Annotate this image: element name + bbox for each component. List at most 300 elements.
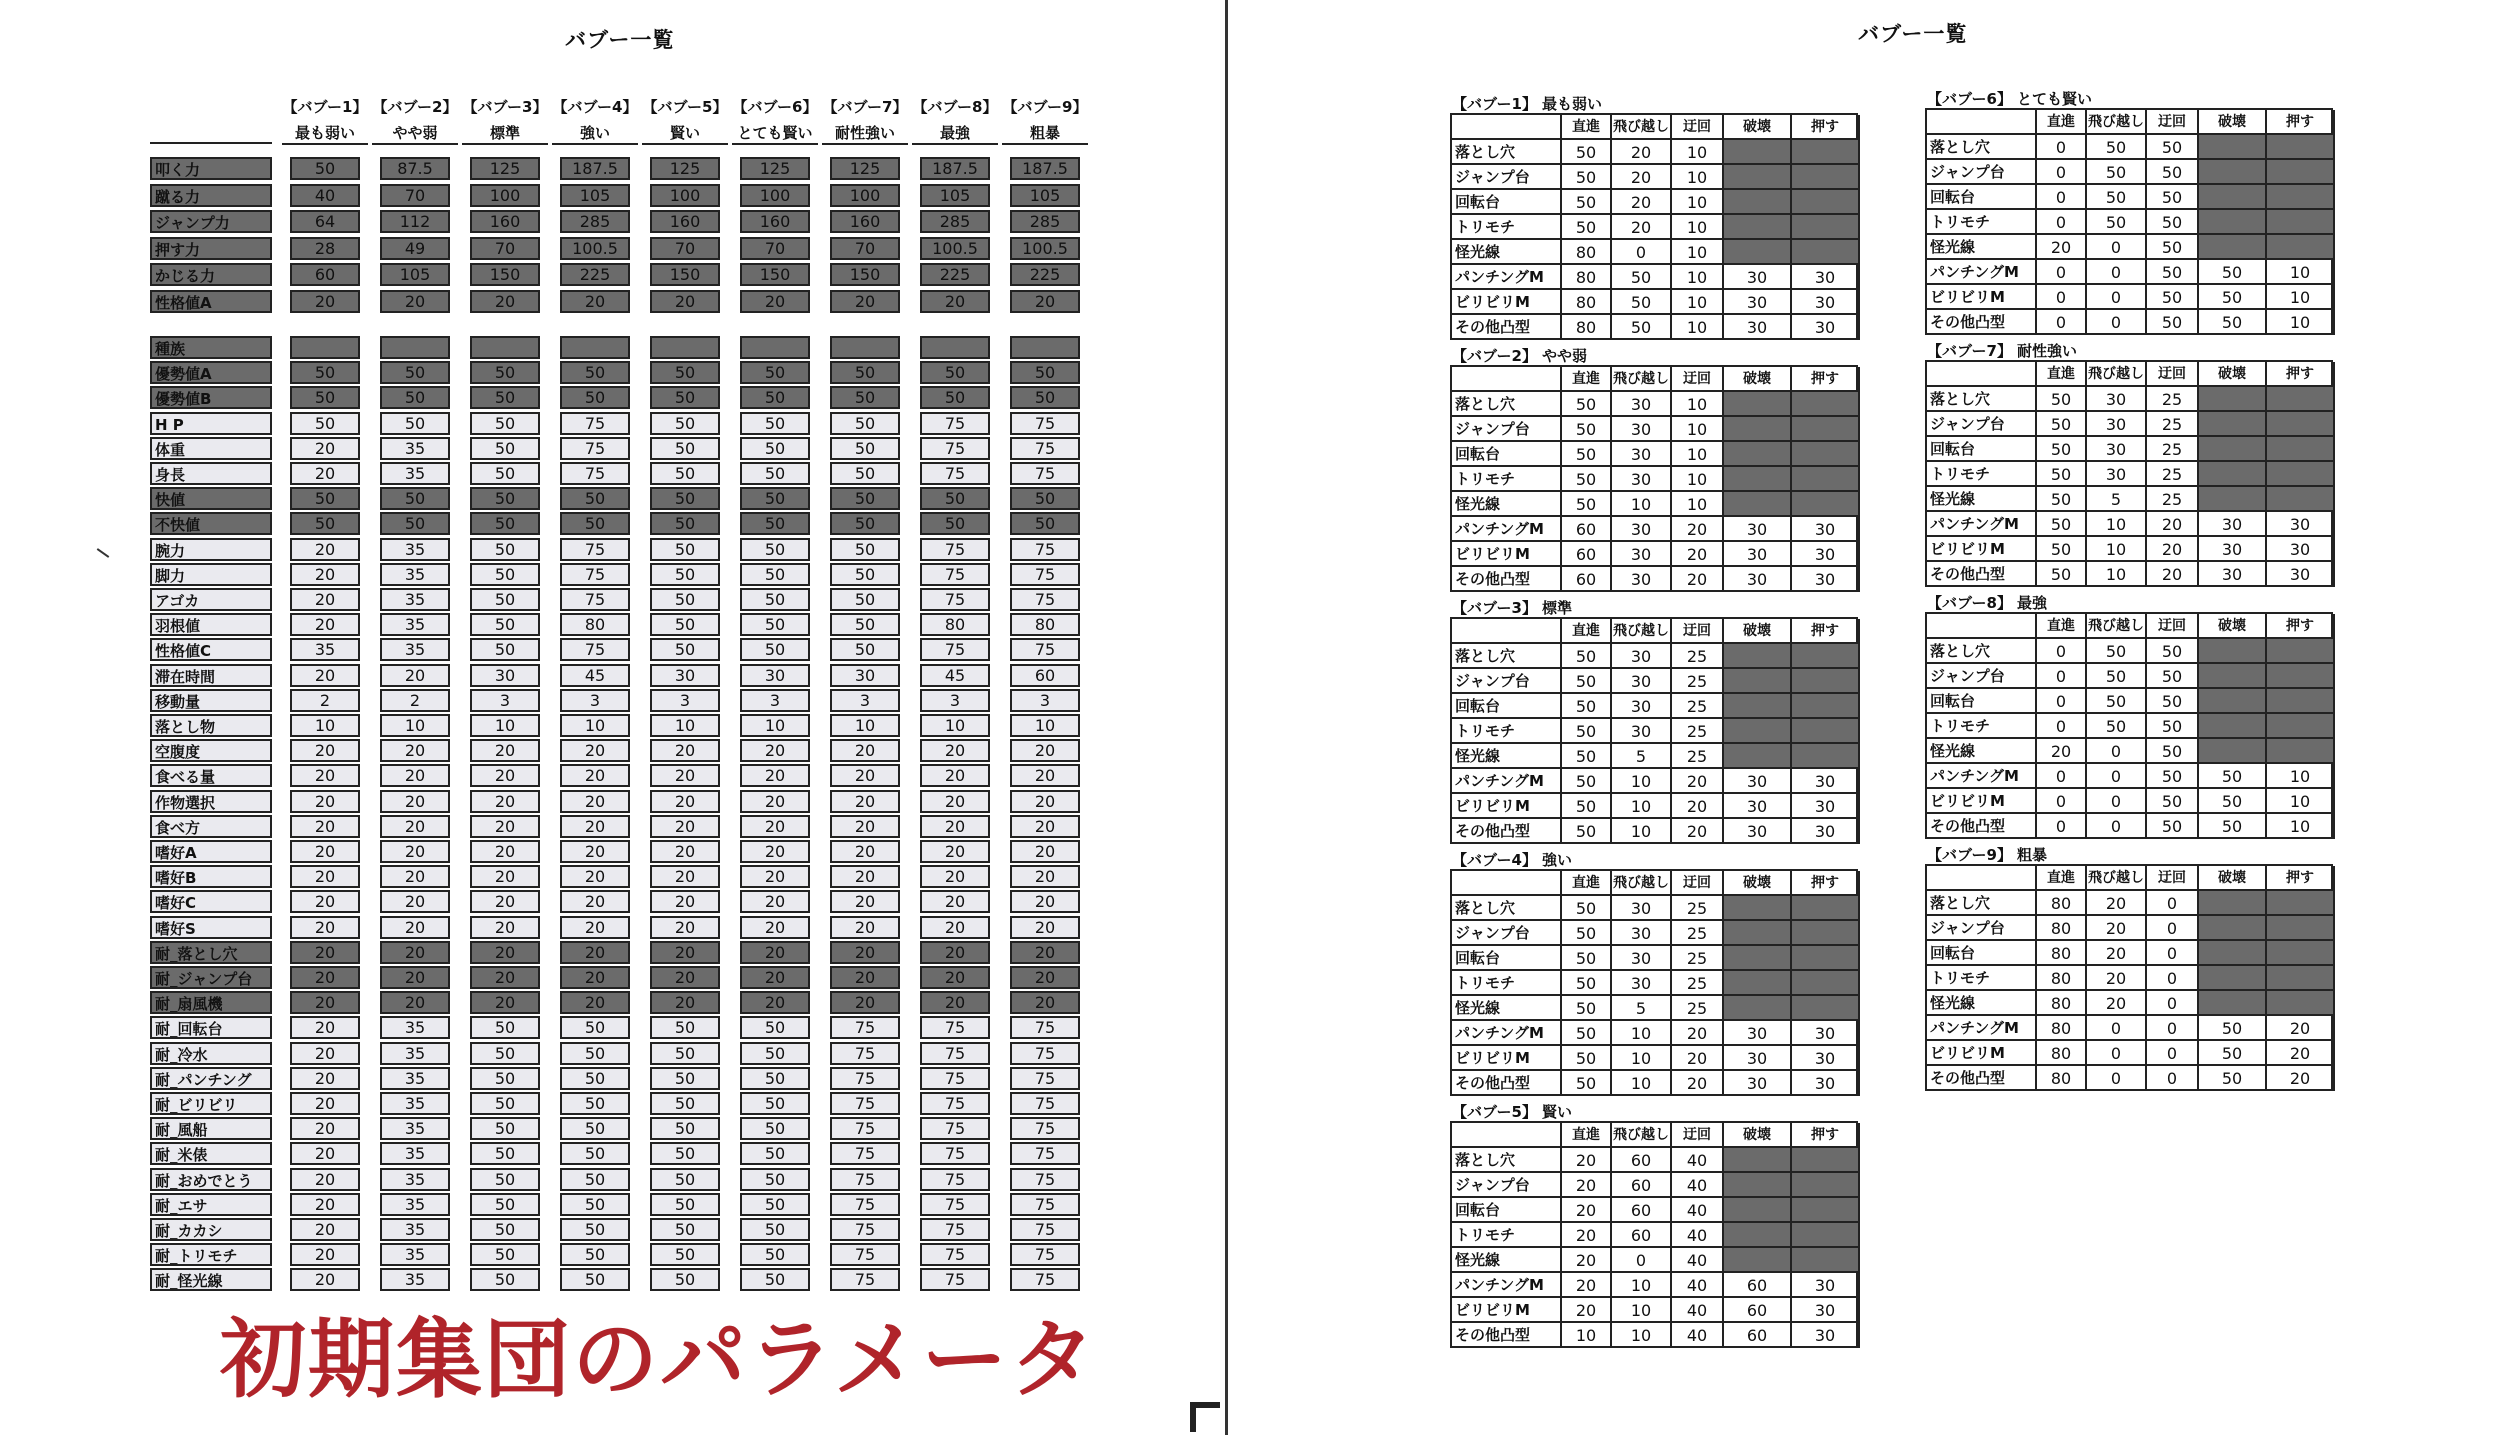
row-label: 腕力 xyxy=(150,538,272,561)
table-cell: 50 xyxy=(1562,669,1612,694)
table-cell: 20 xyxy=(1010,991,1080,1014)
header-blank xyxy=(1452,115,1562,140)
table-cell: 0 xyxy=(2037,260,2087,285)
table-cell: 20 xyxy=(740,290,810,313)
table-cell: 50 xyxy=(740,1168,810,1191)
table-cell: 50 xyxy=(650,1218,720,1241)
table-cell: 50 xyxy=(650,412,720,435)
corner-mark xyxy=(1190,1402,1220,1432)
table-cell: 30 xyxy=(650,664,720,687)
row-label: ビリビリM xyxy=(1452,794,1562,819)
table-cell: 0 xyxy=(2147,941,2199,966)
table-cell: 20 xyxy=(1010,790,1080,813)
table-cell xyxy=(2267,135,2335,160)
row-label: 落とし穴 xyxy=(1452,392,1562,417)
table-cell xyxy=(2267,966,2335,991)
table-cell: 50 xyxy=(1562,794,1612,819)
table-cell: 0 xyxy=(2037,185,2087,210)
row-label: 空腹度 xyxy=(150,739,272,762)
column-header: 押す xyxy=(2267,614,2335,639)
row-label: 嗜好B xyxy=(150,865,272,888)
table-cell: 35 xyxy=(380,1117,450,1140)
table-cell: 75 xyxy=(920,563,990,586)
column-header: 直進 xyxy=(2037,866,2087,891)
table-cell: 80 xyxy=(2037,991,2087,1016)
table-cell xyxy=(2267,916,2335,941)
row-label: 耐_パンチング xyxy=(150,1067,272,1090)
row-label: 滞在時間 xyxy=(150,664,272,687)
row-label: H P xyxy=(150,412,272,435)
row-label: ビリビリM xyxy=(1927,1041,2037,1066)
table-cell: 20 xyxy=(380,739,450,762)
table-cell: 10 xyxy=(1612,1273,1672,1298)
table-cell: 20 xyxy=(2267,1041,2335,1066)
table-cell: 20 xyxy=(1010,840,1080,863)
table-cell: 50 xyxy=(830,613,900,636)
header-blank xyxy=(1927,362,2037,387)
row-label: その他凸型 xyxy=(1452,1323,1562,1348)
table-cell: 50 xyxy=(740,563,810,586)
table-cell: 50 xyxy=(470,1042,540,1065)
table-cell: 40 xyxy=(1672,1248,1724,1273)
table-cell: 50 xyxy=(470,361,540,384)
column-header: 飛び越し xyxy=(1612,619,1672,644)
table-cell: 20 xyxy=(1010,865,1080,888)
table-cell: 50 xyxy=(2037,412,2087,437)
table-cell: 0 xyxy=(2037,789,2087,814)
table-cell: 35 xyxy=(380,563,450,586)
table-cell: 20 xyxy=(290,1243,360,1266)
table-cell: 20 xyxy=(740,815,810,838)
table-cell: 100.5 xyxy=(1010,237,1080,260)
table-cell: 50 xyxy=(740,588,810,611)
table-cell: 40 xyxy=(290,184,360,207)
table-cell: 50 xyxy=(2147,789,2199,814)
column-header: 押す xyxy=(2267,866,2335,891)
column-code: 【バブー6】 xyxy=(732,98,818,116)
table-cell: 75 xyxy=(920,1042,990,1065)
table-cell: 30 xyxy=(1612,896,1672,921)
table-cell: 30 xyxy=(1792,517,1860,542)
table-cell: 50 xyxy=(560,1042,630,1065)
row-label: 脚力 xyxy=(150,563,272,586)
table-cell: 30 xyxy=(1792,265,1860,290)
table-cell: 20 xyxy=(1562,1273,1612,1298)
table-cell: 50 xyxy=(650,1193,720,1216)
column-header: 破壊 xyxy=(1724,1123,1792,1148)
table-cell: 50 xyxy=(470,1243,540,1266)
table-cell: 0 xyxy=(2087,235,2147,260)
table-cell: 30 xyxy=(1612,567,1672,592)
table-cell: 30 xyxy=(1792,1323,1860,1348)
row-label: ビリビリM xyxy=(1927,285,2037,310)
table-cell: 30 xyxy=(1724,1071,1792,1096)
row-label: パンチングM xyxy=(1452,265,1562,290)
row-label: 回転台 xyxy=(1452,946,1562,971)
table-cell xyxy=(1792,946,1860,971)
table-cell: 20 xyxy=(560,991,630,1014)
behavior-table xyxy=(1925,864,2333,1091)
table-cell xyxy=(1724,744,1792,769)
table-cell: 50 xyxy=(1562,769,1612,794)
column-header: 押す xyxy=(1792,1123,1860,1148)
table-cell: 20 xyxy=(380,815,450,838)
table-cell: 20 xyxy=(560,865,630,888)
table-cell: 75 xyxy=(920,462,990,485)
table-cell: 50 xyxy=(2087,135,2147,160)
table-cell: 50 xyxy=(650,1168,720,1191)
column-header: 直進 xyxy=(2037,110,2087,135)
table-cell: 45 xyxy=(560,664,630,687)
column-code: 【バブー2】 xyxy=(372,98,458,116)
table-cell: 100 xyxy=(740,184,810,207)
table-cell: 20 xyxy=(290,1142,360,1165)
table-cell: 20 xyxy=(290,764,360,787)
table-cell: 10 xyxy=(1672,417,1724,442)
table-cell: 20 xyxy=(290,538,360,561)
row-label: 嗜好A xyxy=(150,840,272,863)
row-label: その他凸型 xyxy=(1452,567,1562,592)
table-cell: 20 xyxy=(650,966,720,989)
table-cell: 100 xyxy=(470,184,540,207)
table-cell: 30 xyxy=(2199,512,2267,537)
table-cell: 50 xyxy=(1010,361,1080,384)
table-cell: 20 xyxy=(650,941,720,964)
table-cell xyxy=(1792,140,1860,165)
table-cell: 20 xyxy=(2087,966,2147,991)
table-cell: 20 xyxy=(1672,542,1724,567)
table-cell: 50 xyxy=(830,386,900,409)
table-cell: 20 xyxy=(1010,290,1080,313)
table-cell: 150 xyxy=(740,263,810,286)
table-cell: 10 xyxy=(2267,814,2335,839)
table-cell: 20 xyxy=(560,739,630,762)
table-cell: 10 xyxy=(2087,537,2147,562)
row-label: 落とし穴 xyxy=(1927,135,2037,160)
table-cell: 50 xyxy=(560,1268,630,1291)
table-cell: 20 xyxy=(290,815,360,838)
row-label: 落とし穴 xyxy=(1452,1148,1562,1173)
table-cell: 50 xyxy=(1562,190,1612,215)
table-cell: 50 xyxy=(830,361,900,384)
table-cell: 30 xyxy=(1612,517,1672,542)
table-cell: 20 xyxy=(290,1067,360,1090)
table-cell: 20 xyxy=(290,739,360,762)
column-code: 【バブー4】 xyxy=(552,98,638,116)
table-code: 【バブー2】 xyxy=(1452,347,1537,365)
table-cell: 30 xyxy=(1724,567,1792,592)
table-cell: 20 xyxy=(470,815,540,838)
table-cell: 75 xyxy=(830,1268,900,1291)
table-cell xyxy=(650,336,720,359)
row-label: パンチングM xyxy=(1927,512,2037,537)
table-cell: 50 xyxy=(560,1117,630,1140)
table-cell: 50 xyxy=(2037,537,2087,562)
table-cell: 10 xyxy=(1672,290,1724,315)
table-cell: 30 xyxy=(1612,644,1672,669)
table-cell: 25 xyxy=(1672,996,1724,1021)
table-cell xyxy=(2267,412,2335,437)
table-cell: 20 xyxy=(1010,739,1080,762)
table-cell: 50 xyxy=(1562,165,1612,190)
table-cell: 35 xyxy=(380,538,450,561)
row-label: 嗜好C xyxy=(150,890,272,913)
table-cell: 75 xyxy=(1010,437,1080,460)
table-cell xyxy=(1792,190,1860,215)
table-cell: 20 xyxy=(830,966,900,989)
table-cell: 50 xyxy=(740,361,810,384)
table-cell: 20 xyxy=(650,739,720,762)
row-label: ビリビリM xyxy=(1452,542,1562,567)
table-cell: 50 xyxy=(2037,487,2087,512)
table-code: 【バブー5】 xyxy=(1452,1103,1537,1121)
table-cell: 50 xyxy=(650,613,720,636)
row-label: 怪光線 xyxy=(1927,235,2037,260)
table-cell: 28 xyxy=(290,237,360,260)
table-cell: 105 xyxy=(560,184,630,207)
table-cell: 20 xyxy=(560,890,630,913)
table-cell: 20 xyxy=(830,764,900,787)
column-header: 迂回 xyxy=(2147,614,2199,639)
table-cell: 60 xyxy=(1612,1173,1672,1198)
table-cell: 20 xyxy=(1612,190,1672,215)
table-cell xyxy=(1724,669,1792,694)
column-header: 迂回 xyxy=(1672,367,1724,392)
row-label: ジャンプ台 xyxy=(1927,664,2037,689)
table-cell: 20 xyxy=(1612,140,1672,165)
table-cell: 60 xyxy=(1612,1148,1672,1173)
table-cell: 50 xyxy=(2037,387,2087,412)
table-cell: 0 xyxy=(2147,891,2199,916)
table-cell: 20 xyxy=(1672,517,1724,542)
table-cell: 20 xyxy=(380,991,450,1014)
table-cell: 35 xyxy=(380,1092,450,1115)
table-cell: 0 xyxy=(2037,714,2087,739)
table-cell xyxy=(1724,417,1792,442)
table-cell xyxy=(1792,669,1860,694)
column-header: 迂回 xyxy=(2147,866,2199,891)
table-cell: 20 xyxy=(830,840,900,863)
table-cell: 30 xyxy=(1612,417,1672,442)
table-cell: 20 xyxy=(290,437,360,460)
table-cell: 0 xyxy=(2147,916,2199,941)
table-cell: 50 xyxy=(2087,210,2147,235)
table-cell: 20 xyxy=(1562,1148,1612,1173)
row-label: 怪光線 xyxy=(1452,240,1562,265)
table-cell: 0 xyxy=(2147,1016,2199,1041)
table-cell: 30 xyxy=(1792,290,1860,315)
table-code: 【バブー9】 xyxy=(1927,846,2012,864)
table-cell: 3 xyxy=(470,689,540,712)
table-cell: 20 xyxy=(1010,966,1080,989)
table-cell: 50 xyxy=(740,1016,810,1039)
table-cell: 20 xyxy=(740,941,810,964)
table-cell: 20 xyxy=(290,1016,360,1039)
table-cell: 20 xyxy=(830,991,900,1014)
table-cell: 20 xyxy=(290,840,360,863)
table-cell: 20 xyxy=(830,865,900,888)
table-cell: 50 xyxy=(470,1142,540,1165)
table-cell: 50 xyxy=(650,386,720,409)
table-cell: 30 xyxy=(1612,442,1672,467)
row-label: ジャンプ台 xyxy=(1927,160,2037,185)
table-cell xyxy=(2199,160,2267,185)
row-label: トリモチ xyxy=(1927,210,2037,235)
row-label: 嗜好S xyxy=(150,916,272,939)
table-cell: 25 xyxy=(1672,946,1724,971)
table-cell: 80 xyxy=(2037,916,2087,941)
table-cell: 25 xyxy=(1672,921,1724,946)
table-cell: 35 xyxy=(380,1067,450,1090)
table-cell xyxy=(2199,714,2267,739)
row-label: 怪光線 xyxy=(1452,744,1562,769)
table-cell: 50 xyxy=(470,538,540,561)
row-label: 落とし穴 xyxy=(1927,387,2037,412)
table-cell: 50 xyxy=(2147,210,2199,235)
table-cell: 35 xyxy=(380,462,450,485)
table-cell: 50 xyxy=(2147,285,2199,310)
table-cell: 0 xyxy=(2147,1041,2199,1066)
row-label: トリモチ xyxy=(1452,215,1562,240)
column-header: 直進 xyxy=(1562,1123,1612,1148)
column-header: 破壊 xyxy=(1724,871,1792,896)
row-label: 優勢値B xyxy=(150,386,272,409)
table-cell: 50 xyxy=(380,412,450,435)
behavior-table xyxy=(1925,612,2333,839)
row-label: ビリビリM xyxy=(1452,1298,1562,1323)
table-cell xyxy=(2267,185,2335,210)
table-cell: 0 xyxy=(2087,285,2147,310)
table-cell: 60 xyxy=(1724,1273,1792,1298)
column-header: 押す xyxy=(1792,115,1860,140)
table-cell: 50 xyxy=(1562,467,1612,492)
table-cell: 20 xyxy=(2087,891,2147,916)
table-cell: 60 xyxy=(1562,542,1612,567)
table-cell xyxy=(2199,991,2267,1016)
table-cell: 50 xyxy=(1562,140,1612,165)
table-cell: 35 xyxy=(380,638,450,661)
table-cell: 50 xyxy=(2199,260,2267,285)
row-label: 回転台 xyxy=(1927,689,2037,714)
table-cell: 25 xyxy=(2147,462,2199,487)
table-name: 最も弱い xyxy=(1542,95,1603,113)
table-cell: 50 xyxy=(920,487,990,510)
table-cell: 25 xyxy=(2147,487,2199,512)
table-cell: 50 xyxy=(1562,417,1612,442)
table-cell: 30 xyxy=(1724,542,1792,567)
table-cell: 20 xyxy=(650,764,720,787)
table-cell: 35 xyxy=(380,1042,450,1065)
table-cell: 20 xyxy=(470,840,540,863)
table-cell: 30 xyxy=(1612,542,1672,567)
table-cell: 50 xyxy=(2199,1016,2267,1041)
table-cell: 50 xyxy=(380,512,450,535)
table-cell: 40 xyxy=(1672,1223,1724,1248)
column-header: 直進 xyxy=(1562,115,1612,140)
column-header: 飛び越し xyxy=(2087,110,2147,135)
row-label: 体重 xyxy=(150,437,272,460)
table-cell: 50 xyxy=(290,487,360,510)
table-cell xyxy=(1724,694,1792,719)
table-cell xyxy=(1792,165,1860,190)
table-cell: 20 xyxy=(2087,941,2147,966)
table-cell: 30 xyxy=(1792,542,1860,567)
table-cell: 75 xyxy=(1010,1016,1080,1039)
table-cell: 30 xyxy=(1612,946,1672,971)
table-cell: 10 xyxy=(1612,794,1672,819)
table-cell: 10 xyxy=(380,714,450,737)
behavior-table xyxy=(1925,360,2333,587)
column-code: 【バブー7】 xyxy=(822,98,908,116)
table-cell: 20 xyxy=(830,890,900,913)
row-label: 落とし物 xyxy=(150,714,272,737)
table-cell xyxy=(1724,1148,1792,1173)
table-cell: 75 xyxy=(1010,1193,1080,1216)
table-cell: 20 xyxy=(1562,1173,1612,1198)
table-cell: 100 xyxy=(650,184,720,207)
table-cell: 50 xyxy=(560,1092,630,1115)
table-cell: 0 xyxy=(2037,689,2087,714)
row-label: ビリビリM xyxy=(1452,1046,1562,1071)
table-cell: 35 xyxy=(380,588,450,611)
table-cell: 3 xyxy=(830,689,900,712)
table-cell: 20 xyxy=(830,790,900,813)
table-cell: 20 xyxy=(650,890,720,913)
table-cell: 50 xyxy=(740,1092,810,1115)
table-cell: 50 xyxy=(470,487,540,510)
column-header: 飛び越し xyxy=(1612,115,1672,140)
table-cell: 50 xyxy=(1562,921,1612,946)
table-name: やや弱 xyxy=(1542,347,1588,365)
table-cell xyxy=(1724,1223,1792,1248)
column-header: 飛び越し xyxy=(1612,871,1672,896)
table-cell: 35 xyxy=(380,1193,450,1216)
table-cell: 50 xyxy=(650,563,720,586)
table-cell: 20 xyxy=(560,815,630,838)
table-cell: 0 xyxy=(2037,160,2087,185)
row-label: 怪光線 xyxy=(1927,991,2037,1016)
table-cell: 20 xyxy=(1010,890,1080,913)
table-cell: 20 xyxy=(380,290,450,313)
table-cell xyxy=(2267,487,2335,512)
table-cell: 75 xyxy=(560,563,630,586)
table-cell: 20 xyxy=(560,966,630,989)
right-page-title: バブー一覧 xyxy=(1858,22,1968,46)
table-cell: 10 xyxy=(740,714,810,737)
column-header: 押す xyxy=(1792,367,1860,392)
table-cell: 125 xyxy=(830,157,900,180)
table-cell: 3 xyxy=(740,689,810,712)
table-cell: 20 xyxy=(290,1218,360,1241)
table-cell: 60 xyxy=(290,263,360,286)
table-cell: 20 xyxy=(740,790,810,813)
table-cell: 64 xyxy=(290,210,360,233)
table-cell: 50 xyxy=(2087,160,2147,185)
table-cell: 80 xyxy=(1562,315,1612,340)
table-cell: 20 xyxy=(920,290,990,313)
table-cell: 50 xyxy=(2037,437,2087,462)
row-label: 食べ方 xyxy=(150,815,272,838)
table-cell: 50 xyxy=(2147,185,2199,210)
table-cell: 50 xyxy=(740,437,810,460)
table-cell: 60 xyxy=(1010,664,1080,687)
table-cell: 160 xyxy=(470,210,540,233)
table-cell: 50 xyxy=(1562,1046,1612,1071)
table-cell: 50 xyxy=(650,1142,720,1165)
table-cell: 50 xyxy=(740,538,810,561)
table-cell: 150 xyxy=(650,263,720,286)
table-cell xyxy=(2199,891,2267,916)
